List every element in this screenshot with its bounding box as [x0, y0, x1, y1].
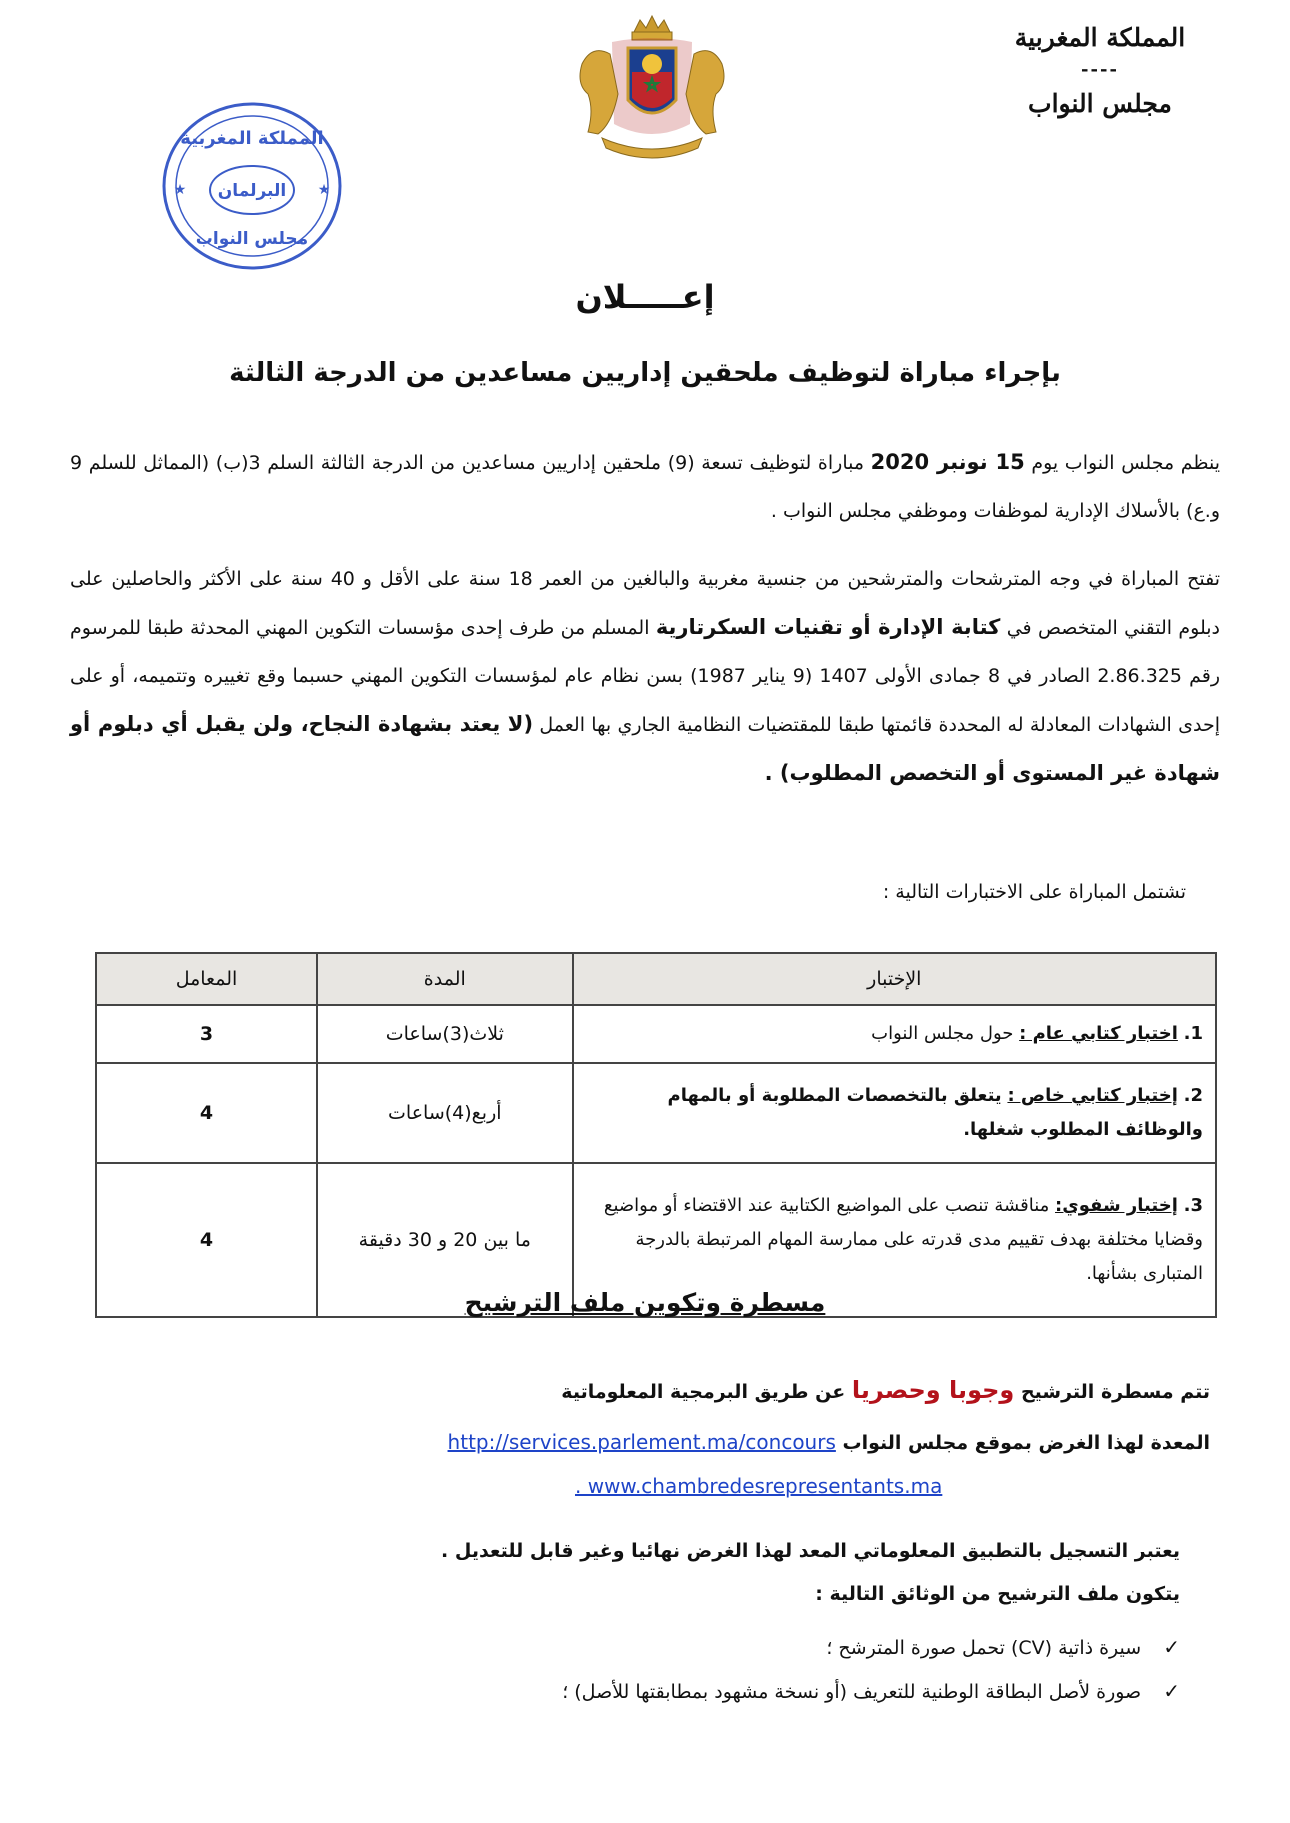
paragraph1-body: مباراة لتوظيف تسعة (9) ملحقين إداريين مساعدين من الدرجة الثالثة السلم 3(ب) (المماثل للسلم 9 و.ع) بالأسلاك الإدارية لموظفات وموظفي مجلس النواب .: [70, 452, 1220, 522]
svg-text:★: ★: [317, 182, 331, 198]
test-index: 3.: [1183, 1195, 1203, 1216]
test-index: 1.: [1183, 1023, 1203, 1044]
list-item: [180, 1669, 1180, 1713]
concours-link[interactable]: http://services.parlement.ma/concours: [447, 1430, 836, 1454]
eligibility-part2: المسلم من طرف إحدى مؤسسات التكوين المهني المحدثة طبقا للمرسوم رقم 2.86.325 الصادر في 8 جمادى الأولى 1407 (9 يناير 1987) بسن نظام عام لمؤسسات التكوين المهني حسبما وقع تغييره وتتميمه، أو على إحدى الشهادات المعادلة له المحددة قائمتها طبقا للمقتضيات النظامية الجاري بها العمل: [70, 617, 1220, 736]
table-header-row: [96, 953, 1216, 1005]
exam-table: [95, 952, 1217, 1318]
test-cell: [573, 1005, 1216, 1063]
coefficient-cell: 4: [96, 1063, 317, 1163]
test-cell: [573, 1063, 1216, 1163]
checkmark-icon: ✓: [1163, 1679, 1180, 1703]
chamber-website-link[interactable]: . www.chambredesrepresentants.ma: [575, 1474, 943, 1498]
test-description: حول مجلس النواب: [871, 1023, 1014, 1044]
procedure-line1-end: عن طريق البرمجية المعلوماتية: [561, 1381, 846, 1403]
exam-date: 15 نونبر 2020: [870, 450, 1025, 474]
document-item: صورة لأصل البطاقة الوطنية للتعريف (أو نسخة مشهود بمطابقتها للأصل) ؛: [562, 1681, 1142, 1703]
test-description: مناقشة تنصب على المواضيع الكتابية عند الاقتضاء أو مواضيع وقضايا مختلفة بهدف تقييم مدى قدرته على ممارسة المهام المرتبطة بالدرجة المتبارى بشأنها.: [603, 1195, 1203, 1284]
list-item: [180, 1625, 1180, 1669]
duration-cell: ثلاث(3)ساعات: [317, 1005, 573, 1063]
procedure-title: مسطرة وتكوين ملف الترشيح: [464, 1288, 826, 1317]
coefficient-cell: 4: [96, 1163, 317, 1317]
svg-text:★: ★: [173, 182, 187, 198]
document-item: سيرة ذاتية (CV) تحمل صورة المترشح ؛: [826, 1637, 1142, 1659]
documents-list: [180, 1625, 1180, 1713]
test-description: يتعلق بالتخصصات المطلوبة أو بالمهام والوظائف المطلوب شغلها.: [667, 1085, 1203, 1140]
eligibility-note: (لا يعتد بشهادة النجاح، ولن يقبل أي دبلوم أو شهادة غير المستوى أو التخصص المطلوب) .: [70, 712, 1220, 785]
checkmark-icon: ✓: [1163, 1635, 1180, 1659]
procedure-line-3: [575, 1474, 1175, 1498]
svg-text:البرلمان: البرلمان: [217, 181, 287, 201]
chamber-name: مجلس النواب: [1028, 88, 1172, 118]
table-row: [96, 1063, 1216, 1163]
procedure-emphasis: وجوبا وحصريا: [851, 1376, 1015, 1404]
procedure-line1-start: تتم مسطرة الترشيح: [1020, 1381, 1210, 1403]
coefficient-cell: 3: [96, 1005, 317, 1063]
procedure-line-2: [60, 1430, 1210, 1454]
header-duration: المدة: [317, 953, 573, 1005]
test-label: إختبار شفوي:: [1055, 1195, 1178, 1216]
header-test: الإختبار: [573, 953, 1216, 1005]
announcement-subject: بإجراء مباراة لتوظيف ملحقين إداريين مساعدين من الدرجة الثالثة: [229, 358, 1061, 388]
table-row: [96, 1005, 1216, 1063]
tests-intro: تشتمل المباراة على الاختبارات التالية :: [882, 881, 1186, 903]
procedure-line-1: [60, 1376, 1210, 1404]
parliament-stamp-icon: [158, 98, 346, 274]
registration-final-note: يعتبر التسجيل بالتطبيق المعلوماتي المعد لهذا الغرض نهائيا وغير قابل للتعديل .: [441, 1540, 1180, 1562]
header-block: [985, 22, 1215, 119]
test-label: إختبار كتابي خاص :: [1007, 1085, 1178, 1106]
paragraph-eligibility: [70, 555, 1220, 798]
paragraph-exam-date: [70, 438, 1220, 535]
documents-intro: يتكون ملف الترشيح من الوثائق التالية :: [815, 1583, 1180, 1605]
duration-cell: ما بين 20 و 30 دقيقة: [317, 1163, 573, 1317]
svg-text:المملكة المغربية: المملكة المغربية: [180, 128, 324, 149]
coat-of-arms-icon: [562, 14, 742, 164]
svg-text:مجلس النواب: مجلس النواب: [195, 229, 309, 249]
test-label: اختبار كتابي عام :: [1019, 1023, 1178, 1044]
header-coefficient: المعامل: [96, 953, 317, 1005]
eligibility-part1: تفتح المباراة في وجه المترشحات والمترشحين من جنسية مغربية والبالغين من العمر 18 سنة على الأقل و 40 سنة على الأكثر والحاصلين على دبلوم التقني المتخصص في: [70, 568, 1220, 639]
procedure-line2-start: المعدة لهذا الغرض بموقع مجلس النواب: [842, 1432, 1210, 1454]
duration-cell: أربع(4)ساعات: [317, 1063, 573, 1163]
announcement-title: إعـــــلان: [575, 278, 715, 316]
kingdom-name: المملكة المغربية: [1014, 23, 1186, 52]
test-index: 2.: [1183, 1085, 1203, 1106]
eligibility-specialty: كتابة الإدارة أو تقنيات السكرتارية: [655, 615, 1001, 639]
header-separator: ----: [1081, 59, 1119, 81]
paragraph1-intro: ينظم مجلس النواب يوم: [1031, 452, 1221, 474]
